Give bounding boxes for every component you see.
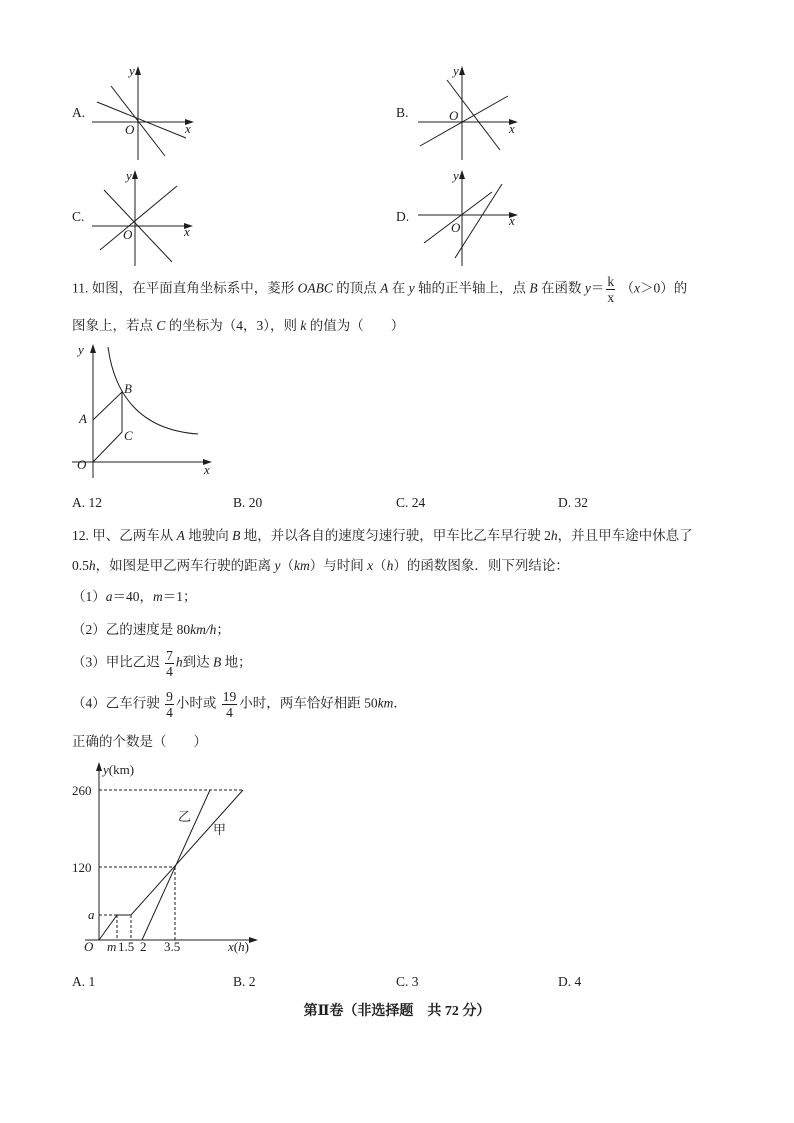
origin-label: O <box>449 108 459 123</box>
y-axis-label: y <box>78 342 84 357</box>
q12-statement-4 <box>72 689 407 720</box>
x-axis-paren-close: ) <box>244 939 249 954</box>
text-run: x <box>634 280 640 296</box>
y-axis-arrow <box>459 66 465 75</box>
y-axis-label: y <box>126 168 132 183</box>
text-run: ＝1； <box>162 589 197 604</box>
text-run: y <box>274 558 281 573</box>
x-axis-arrow <box>249 937 258 943</box>
graph-line-1 <box>420 96 508 146</box>
q11-line-2 <box>72 316 404 336</box>
text-run: k <box>300 318 307 333</box>
q12-prompt: 正确的个数是（ ） <box>72 734 207 749</box>
y-axis-label: y <box>129 63 135 78</box>
x-axis-label <box>227 939 249 954</box>
y-axis-label: y <box>453 63 459 78</box>
option-b-label: B. <box>396 105 409 120</box>
q12-statement-3 <box>72 648 252 679</box>
option-c-graph <box>86 164 200 272</box>
q12-line-1 <box>72 526 693 546</box>
x-axis-var: x <box>228 939 234 954</box>
q12-statement-2 <box>72 620 230 640</box>
text-run: h <box>550 528 558 543</box>
q11-choice-a: A. 12 <box>72 495 102 510</box>
y-axis-var: y <box>103 762 109 777</box>
text-run: km/h <box>190 622 217 637</box>
q11-choice-c: C. 24 <box>396 495 426 510</box>
text-run: B <box>529 280 538 296</box>
point-a-label: A <box>79 411 87 426</box>
point-c-label: C <box>124 428 133 443</box>
text-run: 地驶向 <box>184 528 233 543</box>
text-run: 的坐标为（4，3），则 <box>165 318 301 333</box>
text-run: B <box>232 528 241 543</box>
text-run: h <box>175 654 183 670</box>
tick-label-2: 2 <box>140 939 147 954</box>
text-run: ）与时间 <box>309 558 368 573</box>
text-run: 到达 <box>182 654 213 670</box>
tick-label-260: 260 <box>72 783 92 798</box>
text-run: （ <box>373 558 387 573</box>
text-run: ＞0）的 <box>640 280 688 296</box>
text-run: ． <box>393 695 407 711</box>
fraction-denominator: 4 <box>166 664 173 679</box>
q11-choice-d: D. 32 <box>558 495 588 510</box>
text-run: ＝ <box>590 280 605 296</box>
tick-label-a: a <box>88 907 95 922</box>
y-axis-label <box>101 762 134 777</box>
text-run: 图象上，若点 <box>72 318 157 333</box>
origin-label: O <box>451 220 461 235</box>
rhombus-oabc <box>93 392 122 462</box>
tick-label-m: m <box>107 939 117 954</box>
graph-line-2 <box>97 102 186 138</box>
series-jia-label: 甲 <box>213 822 227 837</box>
text-run: C <box>156 318 166 333</box>
origin-label: O <box>123 227 133 242</box>
text-run: ； <box>216 622 230 637</box>
text-run: OABC <box>297 280 333 296</box>
fraction-19-over-4 <box>222 689 238 720</box>
option-a-label: A. <box>72 105 86 120</box>
origin-label: O <box>125 122 135 137</box>
series-jia-line <box>99 790 243 940</box>
point-b-label: B <box>124 381 132 396</box>
text-run: ）的函数图象．则下列结论： <box>393 558 569 573</box>
q12-choice-b: B. 2 <box>233 974 256 989</box>
graph-line-1 <box>100 186 177 250</box>
series-yi-line <box>142 790 210 940</box>
origin-label: O <box>84 939 94 954</box>
q11-figure <box>68 338 216 484</box>
text-run: 轴的正半轴上，点 <box>414 280 530 296</box>
fraction-k-over-x <box>606 274 615 305</box>
y-axis-arrow <box>135 66 141 75</box>
tick-label-3-5: 3.5 <box>164 939 181 954</box>
q12-choice-a: A. 1 <box>72 974 96 989</box>
y-axis-unit: (km) <box>108 762 135 777</box>
graph-line-1 <box>424 192 492 243</box>
text-run: 地； <box>221 654 252 670</box>
text-run: （1） <box>72 589 106 604</box>
text-run: ，如图是甲乙两车行驶的距离 <box>95 558 275 573</box>
tick-label-1-5: 1.5 <box>118 939 135 954</box>
x-axis-label: x <box>185 121 191 136</box>
x-axis-label: x <box>509 213 515 228</box>
fraction-denominator: 4 <box>166 705 173 720</box>
fraction-numerator: 19 <box>222 689 237 704</box>
text-run: 11. 如图，在平面直角坐标系中，菱形 <box>72 280 298 296</box>
q11-choice-b: B. 20 <box>233 495 263 510</box>
text-run: y <box>408 280 415 296</box>
x-axis-label: x <box>509 121 515 136</box>
text-run: （2）乙的速度是 80 <box>72 622 191 637</box>
option-b-graph <box>410 58 524 166</box>
fraction-denominator: 4 <box>226 705 233 720</box>
text-run: A <box>176 528 185 543</box>
x-axis-label: x <box>204 462 210 477</box>
option-d-graph <box>410 164 524 272</box>
text-run: 12. 甲、乙两车从 <box>72 528 177 543</box>
text-run: 在 <box>388 280 409 296</box>
q12-statement-1 <box>72 587 197 607</box>
text-run: 0.5 <box>72 558 89 573</box>
text-run: km <box>294 558 310 573</box>
tick-label-120: 120 <box>72 860 92 875</box>
text-run: y <box>584 280 591 296</box>
fraction-9-over-4 <box>165 689 174 720</box>
option-c-label: C. <box>72 209 85 224</box>
text-run: （ <box>617 280 634 296</box>
series-yi-label: 乙 <box>178 809 192 824</box>
text-run: 的值为（ ） <box>306 318 405 333</box>
y-axis-arrow <box>90 344 96 353</box>
y-axis-arrow <box>132 170 138 179</box>
text-run: h <box>386 558 394 573</box>
text-run: a <box>105 589 113 604</box>
text-run: B <box>213 654 222 670</box>
y-axis-arrow <box>459 170 465 179</box>
fraction-denominator: x <box>607 290 615 305</box>
x-axis-label: x <box>184 224 190 239</box>
text-run: ＝40， <box>112 589 153 604</box>
text-run: 小时，两车恰好相距 50 <box>239 695 378 711</box>
y-axis-label: y <box>453 168 459 183</box>
text-run: km <box>377 695 394 711</box>
text-run: h <box>88 558 96 573</box>
fraction-numerator: 7 <box>166 648 173 663</box>
q12-figure <box>66 756 266 958</box>
text-run: （4）乙车行驶 <box>72 695 164 711</box>
text-run: （3）甲比乙迟 <box>72 654 164 670</box>
origin-label: O <box>77 457 87 472</box>
text-run: x <box>367 558 374 573</box>
section-header: 第Ⅱ卷（非选择题 共 72 分） <box>303 1004 491 1019</box>
fraction-numerator: 9 <box>166 689 173 704</box>
text-run: 的顶点 <box>332 280 381 296</box>
q12-line-2 <box>72 556 569 576</box>
option-a-graph <box>86 58 200 166</box>
fraction-numerator: k <box>607 274 615 289</box>
q12-choice-d: D. 4 <box>558 974 582 989</box>
text-run: m <box>153 589 163 604</box>
fraction-7-over-4 <box>165 648 174 679</box>
text-run: 小时或 <box>175 695 220 711</box>
option-d-label: D. <box>396 209 410 224</box>
y-axis-arrow <box>96 762 102 771</box>
q11-line-1 <box>72 274 687 305</box>
q12-choice-c: C. 3 <box>396 974 419 989</box>
text-run: 地，并以各自的速度匀速行驶，甲车比乙车早行驶 2 <box>240 528 551 543</box>
text-run: （ <box>280 558 294 573</box>
x-axis-unit: h <box>238 939 245 954</box>
x-axis-paren-open: ( <box>233 939 239 954</box>
text-run: ，并且甲车途中休息了 <box>557 528 693 543</box>
text-run: 在函数 <box>537 280 585 296</box>
text-run: A <box>380 280 389 296</box>
